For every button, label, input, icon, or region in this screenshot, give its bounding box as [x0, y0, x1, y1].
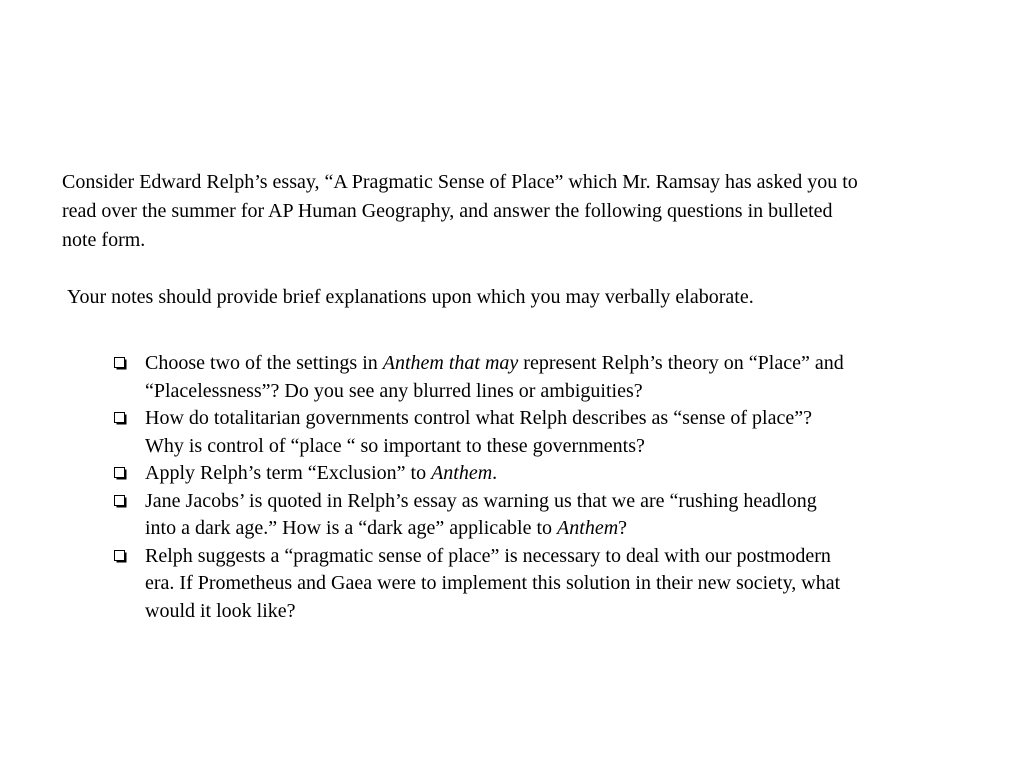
question-emphasis: Anthem [557, 517, 619, 539]
notes-instruction: Your notes should provide brief explanations upon which you may verbally elaborate. [67, 286, 754, 308]
intro-paragraph: Consider Edward Relph’s essay, “A Pragmatic Sense of Place” which Mr. Ramsay has asked you to read over the summer for AP Human Geography, and answer the following questions in bulleted note form. [62, 171, 858, 251]
question-text: Jane Jacobs’ is quoted in Relph’s essay as warning us that we are “rushing headlong into a dark age.” How is a “dark age” applicable to [145, 489, 817, 539]
question-item-3 [114, 460, 844, 488]
checkbox-bullet-icon [114, 550, 127, 563]
checkbox-bullet-icon [114, 495, 127, 508]
question-text: represent Relph’s theory on “Place” and “Placelessness”? Do you see any blurred lines or ambiguities? [145, 352, 844, 402]
checkbox-bullet-icon [114, 467, 127, 480]
question-item-4 [114, 488, 844, 543]
question-emphasis: Anthem [431, 462, 493, 484]
question-text: . [492, 462, 498, 484]
question-list [114, 350, 844, 625]
question-text: Apply Relph’s term “Exclusion” to [145, 462, 432, 484]
question-item-5 [114, 543, 844, 626]
question-item-2 [114, 405, 844, 460]
question-text: How do totalitarian governments control what Relph describes as “sense of place”? Why is control of “place “ so important to these governments? [145, 407, 813, 457]
question-text: Relph suggests a “pragmatic sense of place” is necessary to deal with our postmodern era. If Prometheus and Gaea were to implement this solution in their new society, what would it look like? [145, 544, 841, 622]
checkbox-bullet-icon [114, 357, 127, 370]
question-text: Choose two of the settings in [145, 352, 383, 374]
question-emphasis: Anthem that may [382, 352, 519, 374]
question-item-1 [114, 350, 844, 405]
question-text: ? [618, 517, 628, 539]
checkbox-bullet-icon [114, 412, 127, 425]
